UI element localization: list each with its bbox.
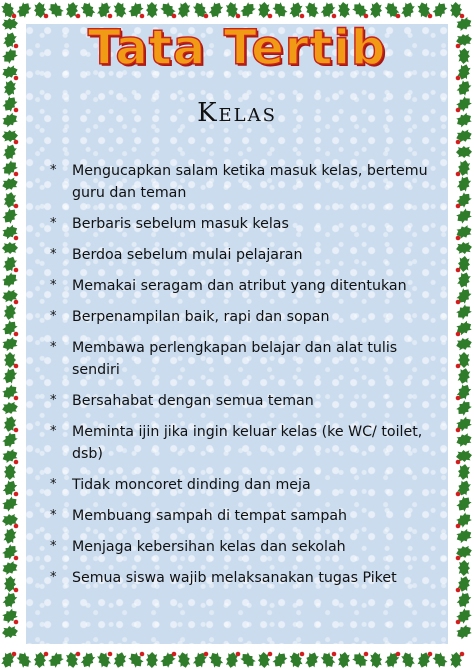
rule-text: Berpenampilan baik, rapi dan sopan — [72, 309, 330, 325]
holly-leaf-icon — [337, 1, 351, 18]
asterisk-bullet-icon: * — [50, 570, 57, 585]
rule-text: Mengucapkan salam ketika masuk kelas, bertemu guru dan teman — [72, 163, 428, 201]
holly-leaf-icon — [46, 650, 66, 670]
rule-text: Menjaga kebersihan kelas dan sekolah — [72, 539, 346, 555]
holly-leaf-icon — [430, 650, 449, 670]
holly-berry-icon — [332, 652, 337, 657]
holly-berry-icon — [456, 524, 461, 529]
holly-berry-icon — [364, 14, 369, 19]
rule-text: Memakai seragam dan atribut yang ditentukan — [72, 278, 407, 294]
holly-leaf-icon — [238, 0, 258, 20]
holly-leaf-icon — [146, 652, 158, 668]
holly-berry-icon — [456, 140, 461, 145]
rule-item — [50, 275, 430, 297]
asterisk-bullet-icon: * — [50, 508, 57, 523]
rule-item — [50, 536, 430, 558]
holly-berry-icon — [140, 652, 145, 657]
holly-berry-icon — [456, 172, 461, 177]
rule-item — [50, 160, 430, 204]
holly-berry-icon — [14, 556, 19, 561]
holly-berry-icon — [456, 492, 461, 497]
holly-leaf-icon — [176, 651, 191, 669]
holly-leaf-icon — [369, 1, 383, 18]
holly-berry-icon — [140, 14, 145, 19]
rule-item — [50, 505, 430, 527]
holly-berry-icon — [300, 652, 305, 657]
holly-leaf-icon — [1, 590, 19, 610]
holly-berry-icon — [14, 140, 19, 145]
holly-leaf-icon — [112, 1, 128, 20]
holly-berry-icon — [460, 652, 465, 657]
rule-text: Tidak moncoret dinding dan meja — [72, 477, 311, 493]
holly-leaf-icon — [2, 242, 18, 255]
holly-leaf-icon — [0, 206, 19, 226]
holly-leaf-icon — [2, 303, 17, 321]
holly-berry-icon — [14, 460, 19, 465]
rule-text: Bersahabat dengan semua teman — [72, 393, 314, 409]
rule-text: Membuang sampah di tempat sampah — [72, 508, 348, 524]
asterisk-bullet-icon: * — [50, 309, 57, 324]
holly-berry-icon — [428, 14, 433, 19]
holly-berry-icon — [456, 76, 461, 81]
holly-leaf-icon — [1, 142, 18, 161]
holly-berry-icon — [456, 588, 461, 593]
asterisk-bullet-icon: * — [50, 163, 57, 178]
holly-berry-icon — [108, 14, 113, 19]
holly-leaf-icon — [176, 1, 191, 19]
holly-leaf-icon — [207, 0, 225, 20]
holly-leaf-icon — [15, 0, 34, 20]
holly-leaf-icon — [1, 400, 19, 415]
holly-leaf-icon — [270, 0, 289, 20]
holly-berry-icon — [268, 14, 273, 19]
rule-item — [50, 213, 430, 235]
holly-berry-icon — [14, 300, 19, 305]
holly-berry-icon — [14, 332, 19, 337]
holly-leaf-icon — [0, 335, 20, 353]
rule-item — [50, 421, 430, 465]
holly-berry-icon — [204, 652, 209, 657]
holly-leaf-icon — [454, 494, 473, 514]
holly-berry-icon — [396, 652, 401, 657]
holly-berry-icon — [456, 332, 461, 337]
holly-berry-icon — [456, 620, 461, 625]
holly-leaf-icon — [454, 206, 474, 225]
poster-title: Tata Tertib — [87, 20, 387, 76]
holly-berry-icon — [456, 364, 461, 369]
holly-leaf-icon — [455, 590, 473, 610]
holly-leaf-icon — [456, 146, 472, 159]
holly-berry-icon — [300, 14, 305, 19]
holly-leaf-icon — [455, 241, 473, 255]
asterisk-bullet-icon: * — [50, 278, 57, 293]
holly-berry-icon — [12, 652, 17, 657]
holly-berry-icon — [456, 428, 461, 433]
holly-leaf-icon — [456, 367, 472, 385]
holly-leaf-icon — [207, 650, 225, 670]
rule-text: Semua siswa wajib melaksanakan tugas Piket — [72, 570, 397, 586]
holly-berry-icon — [456, 300, 461, 305]
holly-leaf-icon — [79, 650, 97, 670]
holly-berry-icon — [14, 396, 19, 401]
holly-berry-icon — [14, 172, 19, 177]
rule-text: Berbaris sebelum masuk kelas — [72, 216, 289, 232]
holly-leaf-icon — [15, 650, 34, 670]
holly-leaf-icon — [456, 270, 473, 289]
holly-berry-icon — [456, 268, 461, 273]
holly-berry-icon — [332, 14, 337, 19]
holly-berry-icon — [456, 396, 461, 401]
holly-leaf-icon — [0, 494, 20, 513]
holly-leaf-icon — [454, 623, 474, 642]
holly-berry-icon — [14, 492, 19, 497]
rules-list — [50, 160, 430, 598]
holly-leaf-icon — [454, 432, 473, 449]
holly-berry-icon — [456, 204, 461, 209]
rule-item — [50, 567, 430, 589]
holly-leaf-icon — [0, 430, 19, 450]
holly-leaf-icon — [238, 650, 258, 670]
holly-berry-icon — [456, 460, 461, 465]
holly-leaf-icon — [79, 0, 97, 20]
holly-berry-icon — [76, 14, 81, 19]
asterisk-bullet-icon: * — [50, 247, 57, 262]
holly-berry-icon — [172, 652, 177, 657]
rule-text: Membawa perlengkapan belajar dan alat tulis sendiri — [72, 340, 398, 378]
holly-leaf-icon — [4, 464, 17, 480]
holly-leaf-icon — [112, 651, 128, 670]
asterisk-bullet-icon: * — [50, 216, 57, 231]
holly-leaf-icon — [454, 302, 474, 322]
holly-leaf-icon — [369, 651, 383, 668]
holly-leaf-icon — [146, 2, 158, 18]
holly-berry-icon — [14, 268, 19, 273]
holly-leaf-icon — [1, 366, 19, 386]
holly-leaf-icon — [430, 0, 449, 20]
rule-item — [50, 244, 430, 266]
holly-berry-icon — [204, 14, 209, 19]
asterisk-bullet-icon: * — [50, 393, 57, 408]
holly-leaf-icon — [270, 650, 289, 670]
holly-berry-icon — [76, 652, 81, 657]
holly-berry-icon — [14, 524, 19, 529]
holly-berry-icon — [44, 14, 49, 19]
holly-berry-icon — [14, 236, 19, 241]
holly-berry-icon — [14, 428, 19, 433]
holly-leaf-icon — [455, 336, 473, 352]
holly-berry-icon — [456, 236, 461, 241]
holly-berry-icon — [12, 14, 17, 19]
rule-text: Meminta ijin jika ingin keluar kelas (ke WC/ toilet, dsb) — [72, 424, 423, 462]
rule-text: Berdoa sebelum mulai pelajaran — [72, 247, 303, 263]
holly-leaf-icon — [3, 79, 17, 97]
rule-item — [50, 337, 430, 381]
holly-leaf-icon — [457, 463, 471, 481]
holly-leaf-icon — [304, 650, 321, 669]
holly-leaf-icon — [455, 78, 474, 98]
holly-berry-icon — [172, 14, 177, 19]
holly-leaf-icon — [0, 559, 19, 576]
holly-berry-icon — [236, 14, 241, 19]
holly-berry-icon — [460, 14, 465, 19]
holly-leaf-icon — [304, 0, 321, 19]
rule-item — [50, 390, 430, 412]
holly-leaf-icon — [2, 527, 18, 546]
holly-berry-icon — [396, 14, 401, 19]
asterisk-bullet-icon: * — [50, 424, 57, 439]
poster-subtitle: Kelas — [197, 98, 277, 128]
holly-leaf-icon — [458, 560, 471, 576]
rule-item — [50, 306, 430, 328]
holly-berry-icon — [44, 652, 49, 657]
holly-berry-icon — [236, 652, 241, 657]
asterisk-bullet-icon: * — [50, 539, 57, 554]
asterisk-bullet-icon: * — [50, 477, 57, 492]
holly-berry-icon — [268, 652, 273, 657]
holly-berry-icon — [14, 204, 19, 209]
holly-berry-icon — [14, 364, 19, 369]
holly-berry-icon — [108, 652, 113, 657]
rule-item — [50, 474, 430, 496]
holly-berry-icon — [14, 588, 19, 593]
holly-leaf-icon — [1, 176, 20, 192]
holly-berry-icon — [456, 556, 461, 561]
holly-berry-icon — [14, 620, 19, 625]
holly-leaf-icon — [400, 650, 417, 669]
holly-berry-icon — [14, 76, 19, 81]
holly-leaf-icon — [454, 398, 474, 418]
holly-leaf-icon — [337, 651, 351, 668]
holly-berry-icon — [428, 652, 433, 657]
holly-leaf-icon — [400, 0, 417, 19]
asterisk-bullet-icon: * — [50, 340, 57, 355]
holly-leaf-icon — [0, 270, 20, 289]
holly-leaf-icon — [455, 174, 473, 194]
holly-leaf-icon — [46, 0, 66, 20]
holly-leaf-icon — [454, 527, 474, 545]
holly-leaf-icon — [1, 625, 19, 639]
holly-berry-icon — [364, 652, 369, 657]
